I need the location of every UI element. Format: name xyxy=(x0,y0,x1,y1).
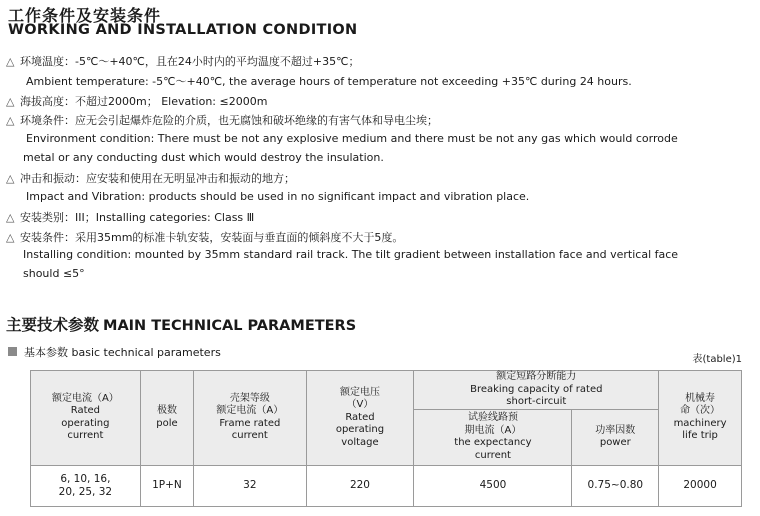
triangle-bullet-icon: △ xyxy=(6,172,15,185)
condition-line-11: Installing condition: mounted by 35mm standard rail track. The tilt gradient between installation face and vertical face xyxy=(23,248,679,261)
triangle-bullet-icon: △ xyxy=(6,211,15,224)
cell-mechanical-life: 20000 xyxy=(659,465,742,506)
condition-line-8: Impact and Vibration: products should be used in no significant impact and vibration place. xyxy=(26,190,530,203)
header-power-factor: 功率因数 power xyxy=(572,409,659,465)
cell-expectancy-current: 4500 xyxy=(414,465,572,506)
condition-line-3: △ 海拔高度：不超过2000m； Elevation: ≤2000m xyxy=(6,95,268,108)
condition-line-12: should ≤5° xyxy=(23,267,85,280)
table-row xyxy=(31,465,742,506)
condition-line-7: △ 冲击和振动：应安装和使用在无明显冲击和振动的地方； xyxy=(6,172,295,185)
condition-line-6: metal or any conducting dust which would destroy the insulation. xyxy=(23,151,384,164)
header-rated-voltage: 额定电压 （V） Rated operating voltage xyxy=(306,371,414,466)
condition-line-1: △ 环境温度：-5℃～+40℃，且在24小时内的平均温度不超过+35℃； xyxy=(6,55,360,68)
square-bullet-icon xyxy=(8,347,17,356)
section-working-title-cn: 工作条件及安装条件 xyxy=(8,6,162,25)
triangle-bullet-icon: △ xyxy=(6,231,15,244)
header-expectancy-current: 试验线路预 期电流（A） the expectancy current xyxy=(414,409,572,465)
triangle-bullet-icon: △ xyxy=(6,55,15,68)
parameters-table xyxy=(30,370,742,507)
header-mechanical-life: 机械寿 命（次） machinery life trip xyxy=(659,371,742,466)
section-parameters-title xyxy=(6,313,356,335)
cell-power-factor: 0.75~0.80 xyxy=(572,465,659,506)
cell-pole: 1P+N xyxy=(140,465,193,506)
cell-frame-current: 32 xyxy=(194,465,306,506)
table-number: 表(table)1 xyxy=(692,354,742,365)
cell-rated-voltage: 220 xyxy=(306,465,414,506)
header-frame-current: 壳架等级 额定电流（A） Frame rated current xyxy=(194,371,306,466)
condition-line-10: △ 安装条件：采用35mm的标准卡轨安装，安装面与垂直面的倾斜度不大于5度。 xyxy=(6,231,404,244)
condition-line-9: △ 安装类别：III；Installing categories: Class Ⅲ xyxy=(6,211,255,224)
header-rated-current: 额定电流（A） Rated operating current xyxy=(31,371,141,466)
condition-line-2: Ambient temperature: -5℃～+40℃, the average hours of temperature not exceeding +35℃ during 24 hours. xyxy=(26,75,632,88)
cell-rated-current: 6, 10, 16, 20, 25, 32 xyxy=(31,465,141,506)
condition-line-4: △ 环境条件：应无会引起爆炸危险的介质，也无腐蚀和破坏绝缘的有害气体和导电尘埃； xyxy=(6,114,438,127)
section-parameters-title-en: MAIN TECHNICAL PARAMETERS xyxy=(103,318,357,334)
triangle-bullet-icon: △ xyxy=(6,95,15,108)
header-pole: 极数 pole xyxy=(140,371,193,466)
basic-parameters-subtitle: 基本参数 basic technical parameters xyxy=(24,346,221,359)
section-parameters-title-cn: 主要技术参数 xyxy=(6,316,100,334)
condition-line-5: Environment condition: There must be not any explosive medium and there must be not any gas which would corrode xyxy=(26,132,678,145)
header-breaking-capacity: 额定短路分断能力 Breaking capacity of rated short-circuit xyxy=(414,371,659,410)
triangle-bullet-icon: △ xyxy=(6,114,15,127)
section-working-title-en: WORKING AND INSTALLATION CONDITION xyxy=(8,22,358,38)
